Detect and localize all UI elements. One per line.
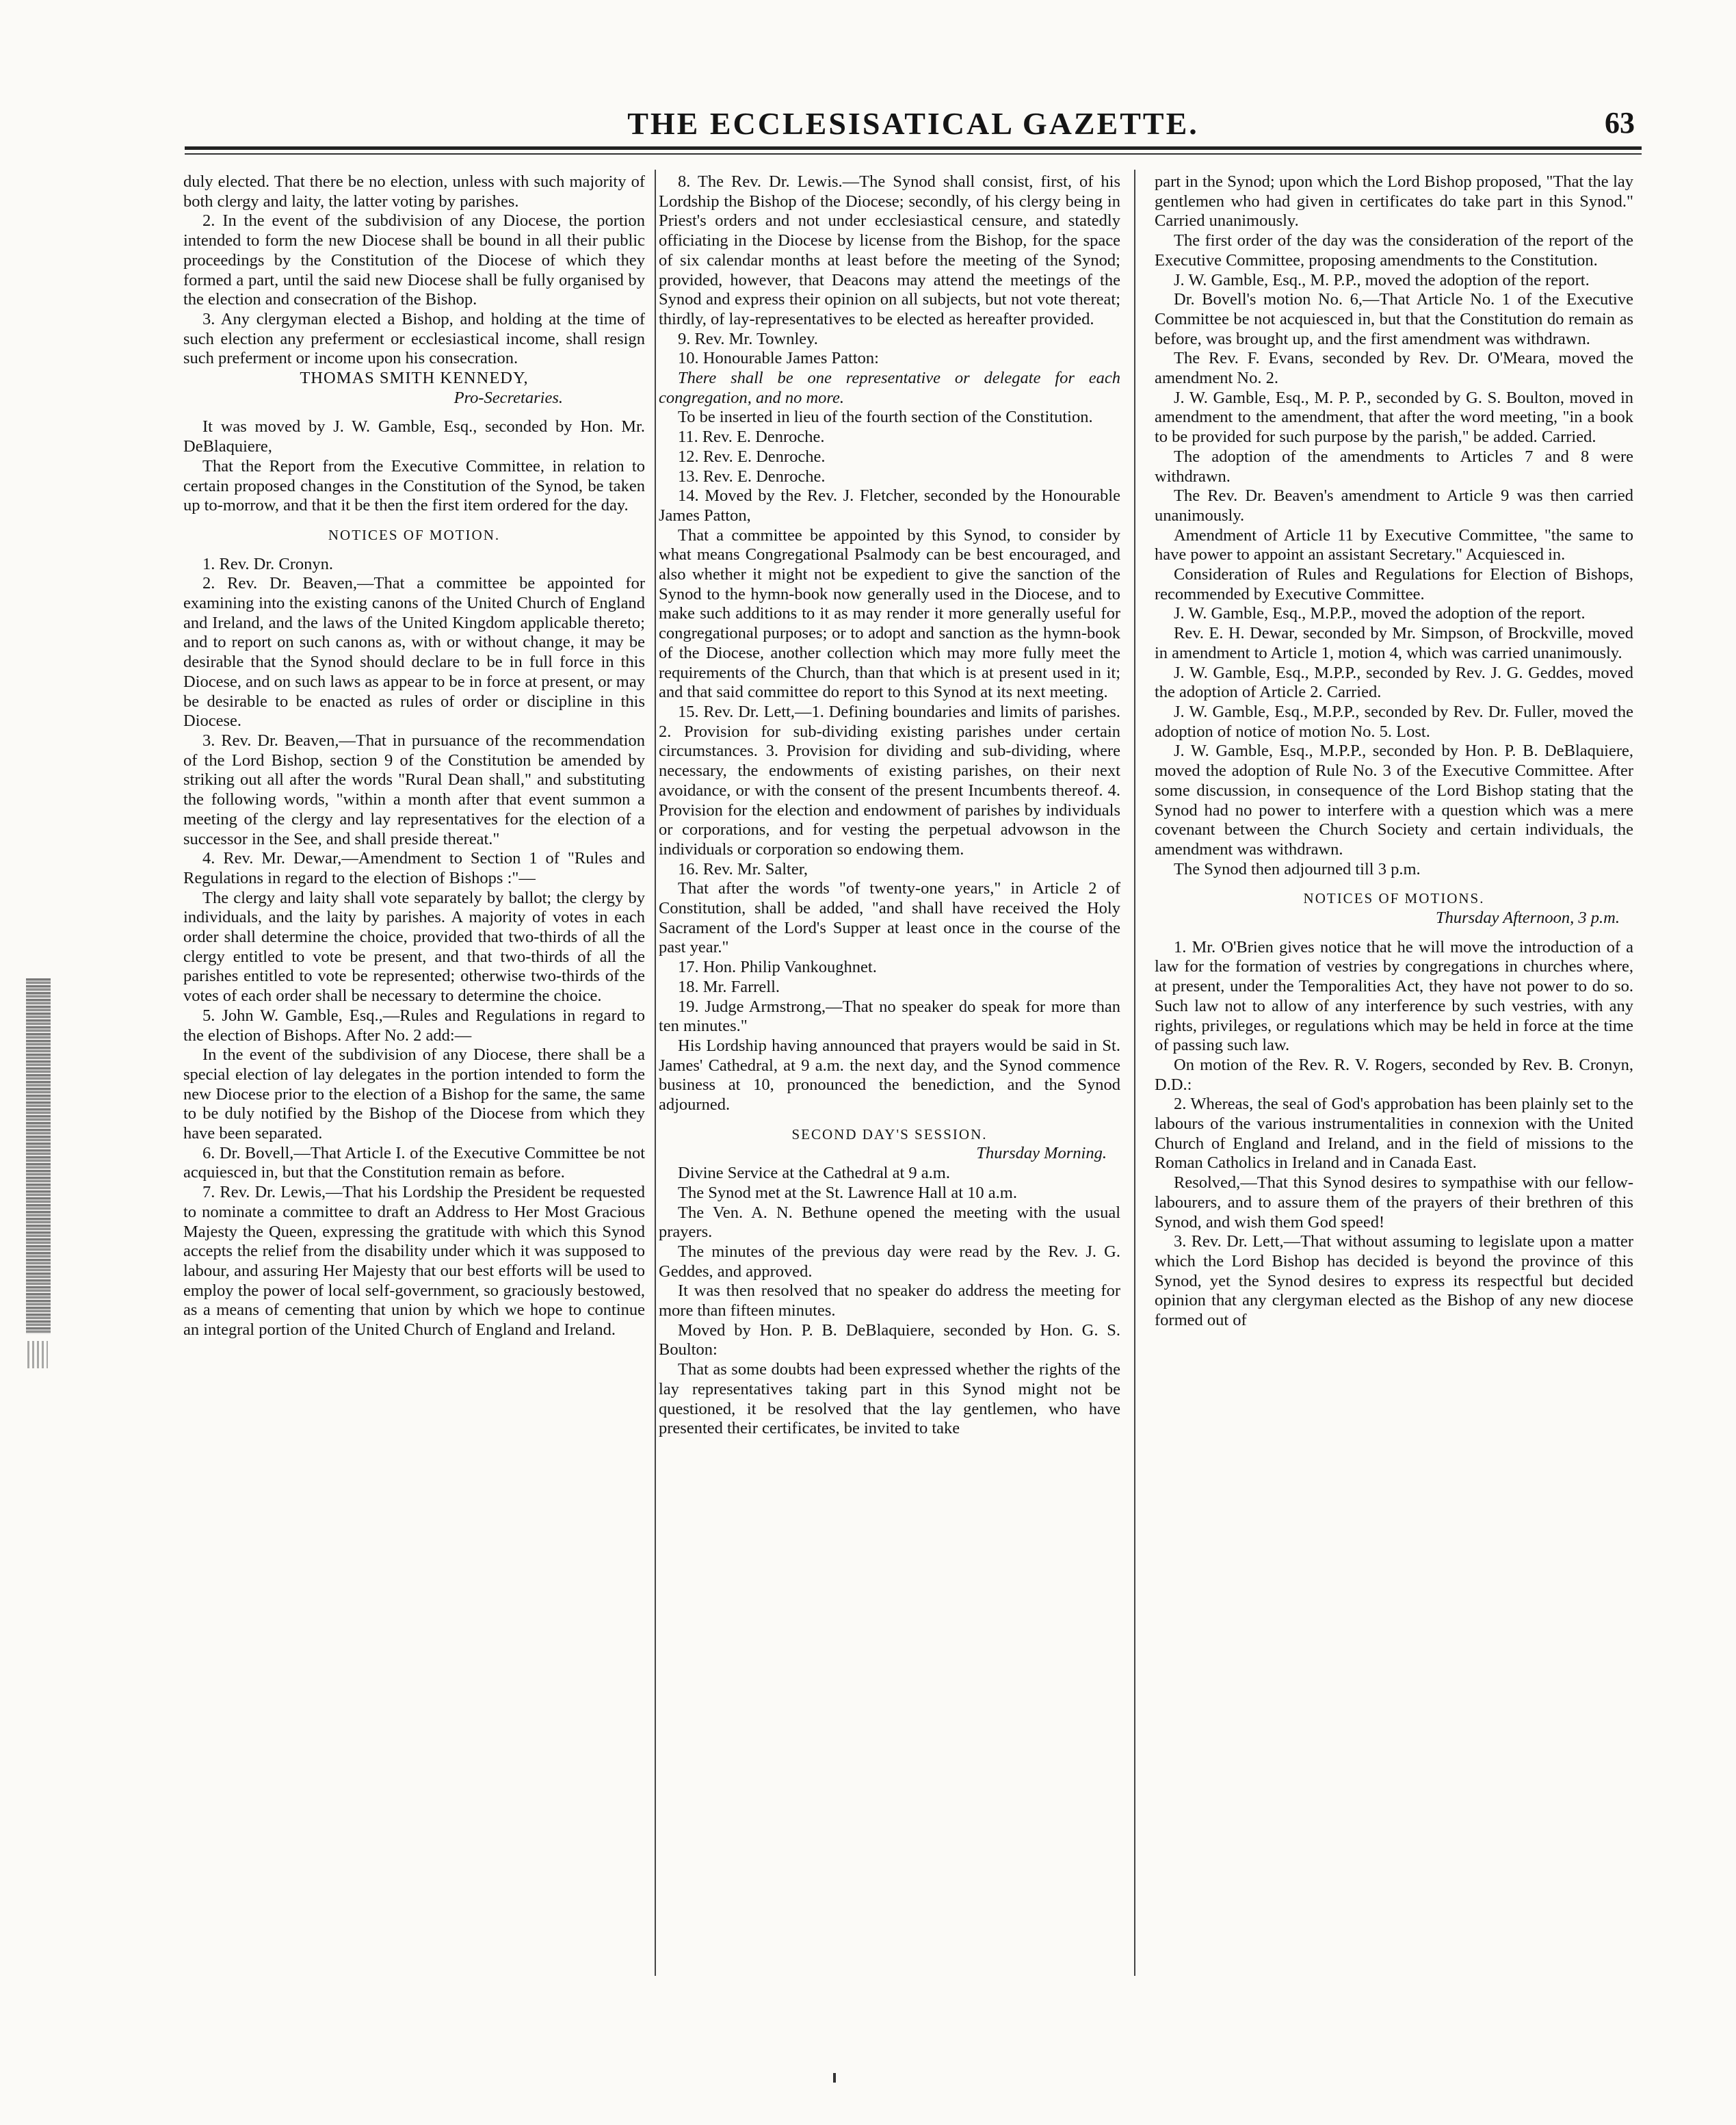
section-heading: NOTICES OF MOTION. <box>328 526 501 543</box>
paragraph: That the Report from the Executive Committee, in relation to certain proposed changes in the Constitution of the Synod, be taken up to-morrow, and that it be then the first item ordered for the day. <box>183 456 645 515</box>
paragraph: J. W. Gamble, Esq., M. P. P., seconded by G. S. Boulton, moved in amendment to the amendment, that after the word meeting, "in a book to be provided for such purpose by the parish," be added. Carried. <box>1155 388 1633 447</box>
paragraph: Dr. Bovell's motion No. 6,—That Article No. 1 of the Executive Committee be not acquiesced in, but that the Constitution do remain as before, was brought up, and the first amendment was withdrawn. <box>1155 290 1633 348</box>
paragraph: 15. Rev. Dr. Lett,—1. Defining boundaries and limits of parishes. 2. Provision for sub-dividing existing parishes under certain circumstances. 3. Provision for dividing and sub-dividing, where necessary, the endowments of existing parishes, on their next avoidance, or with the consent of the present Incumbents thereof. 4. Provision for the election and endowment of parishes by individuals or corporations, and for vesting the perpetual advowson in the individuals or corporation so endowing them. <box>659 702 1120 859</box>
header-rule <box>185 146 1642 150</box>
column-2 <box>659 172 1120 1979</box>
paragraph: That as some doubts had been expressed whether the rights of the lay representatives taking part in this Synod might not be questioned, it be resolved that the lay gentlemen, who have presented their certificates, be invited to take <box>659 1360 1120 1438</box>
section-heading: NOTICES OF MOTIONS. <box>1303 890 1485 907</box>
paragraph: 1. Rev. Dr. Cronyn. <box>202 554 333 573</box>
column-1 <box>183 172 645 1979</box>
column-3 <box>1155 172 1633 1979</box>
paragraph: Moved by Hon. P. B. DeBlaquiere, seconded by Hon. G. S. Boulton: <box>659 1320 1120 1359</box>
paragraph: It was then resolved that no speaker do address the meeting for more than fifteen minutes. <box>659 1281 1120 1320</box>
paragraph: 3. Any clergyman elected a Bishop, and holding at the time of such election any preferment or ecclesiastical income, shall resign such preferment or income upon his consecration. <box>183 309 645 368</box>
paragraph: J. W. Gamble, Esq., M.P.P., seconded by Rev. J. G. Geddes, moved the adoption of Article 2. Carried. <box>1155 663 1633 702</box>
page-number: 63 <box>1605 106 1635 140</box>
paragraph: J. W. Gamble, Esq., M.P.P., seconded by Hon. P. B. DeBlaquiere, moved the adoption of Rule No. 3 of the Executive Committee. After some discussion, in consequence of the Lord Bishop stating that the Synod had no power to interfere with a question which was a mere covenant between the Church Society and certain individuals, the amendment was withdrawn. <box>1155 742 1633 859</box>
paragraph: 18. Mr. Farrell. <box>678 977 780 996</box>
scan-edge-mark-small <box>27 1341 48 1368</box>
paragraph: The adoption of the amendments to Articles 7 and 8 were withdrawn. <box>1155 447 1633 486</box>
paragraph: Divine Service at the Cathedral at 9 a.m. <box>678 1164 950 1183</box>
paragraph: 9. Rev. Mr. Townley. <box>678 329 818 348</box>
paragraph: The Rev. Dr. Beaven's amendment to Article 9 was then carried unanimously. <box>1155 486 1633 525</box>
paragraph: 7. Rev. Dr. Lewis,—That his Lordship the President be requested to nominate a committee to draft an Address to Her Most Gracious Majesty the Queen, expressing the gratitude with which this Synod accepts the relief from the disability under which it was supposed to labour, and assuring Her Majesty that our best efforts will be used to employ the power of local self-government, so graciously bestowed, as a means of cementing that union by which we hope to continue an integral portion of the United Church of England and Ireland. <box>183 1183 645 1340</box>
paragraph: That a committee be appointed by this Synod, to consider by what means Congregational Psalmody can be best encouraged, and also whether it might not be expedient to give the sanction of the Synod to the hymn-book now generally used in the Diocese, and to make such additions to it as may render it more generally useful for congregational purposes; or to adopt and sanction as the hymn-book of the Diocese, another collection which may more fully meet the requirements of the Church, than that which is at present used in it; and that said committee do report to this Synod at its next meeting. <box>659 525 1120 702</box>
paragraph: On motion of the Rev. R. V. Rogers, seconded by Rev. B. Cronyn, D.D.: <box>1155 1055 1633 1094</box>
paragraph: 8. The Rev. Dr. Lewis.—The Synod shall consist, first, of his Lordship the Bishop of the Diocese; secondly, of his clergy being in Priest's orders and not under ecclesiastical censure, and statedly officiating in the Diocese by license from the Bishop, for the space of six calendar months at least before the meeting of the Synod; provided, however, that Deacons may attend the meetings of the Synod and express their opinion on all subjects, but not vote thereat; thirdly, of lay-representatives to be elected as hereafter provided. <box>659 172 1120 328</box>
paragraph: 16. Rev. Mr. Salter, <box>678 859 808 878</box>
paragraph: J. W. Gamble, Esq., M. P.P., moved the adoption of the report. <box>1174 270 1590 289</box>
session-subheading: Thursday Morning. <box>976 1144 1107 1163</box>
paragraph: 3. Rev. Dr. Lett,—That without assuming to legislate upon a matter which the Lord Bishop has decided is beyond the province of this Synod, yet the Synod desires to express its respectful but decided opinion that any clergyman elected as the Bishop of any new diocese formed out of <box>1155 1232 1633 1330</box>
column-divider <box>1134 170 1135 1976</box>
paragraph: His Lordship having announced that prayers would be said in St. James' Cathedral, at 9 a.m. the next day, and the Synod commence business at 10, pronounced the benediction, and the Synod adjourned. <box>659 1036 1120 1114</box>
paragraph: The Rev. F. Evans, seconded by Rev. Dr. O'Meara, moved the amendment No. 2. <box>1155 349 1633 388</box>
paragraph: It was moved by J. W. Gamble, Esq., seconded by Hon. Mr. DeBlaquiere, <box>183 417 645 456</box>
paragraph: That after the words "of twenty-one years," in Article 2 of Constitution, shall be added, "and shall have received the Holy Sacrament of the Lord's Supper at least once in the course of the past year." <box>659 879 1120 957</box>
paragraph: 19. Judge Armstrong,—That no speaker do speak for more than ten minutes." <box>659 997 1120 1036</box>
column-divider <box>655 170 656 1976</box>
paragraph: 4. Rev. Mr. Dewar,—Amendment to Section 1 of "Rules and Regulations in regard to the election of Bishops :"— <box>183 849 645 887</box>
signature-title: Pro-Secretaries. <box>453 388 563 407</box>
paragraph: The first order of the day was the consideration of the report of the Executive Committee, proposing amendments to the Constitution. <box>1155 231 1633 270</box>
paragraph: part in the Synod; upon which the Lord Bishop proposed, "That the lay gentlemen who had given in certificates do take part in this Synod." Carried unanimously. <box>1155 172 1633 231</box>
section-heading: SECOND DAY'S SESSION. <box>791 1125 988 1143</box>
paragraph: 6. Dr. Bovell,—That Article I. of the Executive Committee be not acquiesced in, but that the Constitution remain as before. <box>183 1143 645 1182</box>
paragraph: J. W. Gamble, Esq., M.P.P., seconded by Rev. Dr. Fuller, moved the adoption of notice of motion No. 5. Lost. <box>1155 702 1633 741</box>
paragraph: 13. Rev. E. Denroche. <box>678 467 826 486</box>
paragraph: 2. In the event of the subdivision of any Diocese, the portion intended to form the new Diocese shall be bound in all their public proceedings by the Constitution of the Diocese of which they formed a part, until the said new Diocese shall be fully organised by the election and consecration of the Bishop. <box>183 211 645 309</box>
session-subheading: Thursday Afternoon, 3 p.m. <box>1435 909 1620 928</box>
paragraph: 17. Hon. Philip Vankoughnet. <box>678 958 877 977</box>
paragraph: 11. Rev. E. Denroche. <box>678 428 825 447</box>
paragraph: The minutes of the previous day were read by the Rev. J. G. Geddes, and approved. <box>659 1242 1120 1281</box>
paragraph: duly elected. That there be no election, unless with such majority of both clergy and laity, the latter voting by parishes. <box>183 172 645 211</box>
signature-name: THOMAS SMITH KENNEDY, <box>300 369 529 388</box>
paragraph: 2. Whereas, the seal of God's approbation has been plainly set to the labours of the various instrumentalities in connexion with the United Church of England and Ireland, and in the field of missions to the Roman Catholics in Ireland and in Canada East. <box>1155 1095 1633 1173</box>
paragraph: In the event of the subdivision of any Diocese, there shall be a special election of lay delegates in the portion intended to form the new Diocese prior to the election of a Bishop for the same, the same to be duly notified by the Bishop of the Diocese from which they have been separated. <box>183 1045 645 1143</box>
paragraph: The clergy and laity shall vote separately by ballot; the clergy by individuals, and the laity by parishes. A majority of votes in each order shall determine the choice, provided that two-thirds of all the clergy entitled to vote be present, and that two-thirds of all the parishes entitled to vote be represented; otherwise two-thirds of the votes of each order shall be necessary to determine the choice. <box>183 888 645 1006</box>
paragraph: The Ven. A. N. Bethune opened the meeting with the usual prayers. <box>659 1203 1120 1242</box>
paragraph: Consideration of Rules and Regulations for Election of Bishops, recommended by Executive Committee. <box>1155 565 1633 603</box>
paragraph: Amendment of Article 11 by Executive Committee, "the same to have power to appoint an assistant Secretary." Acquiesced in. <box>1155 525 1633 564</box>
paragraph: 5. John W. Gamble, Esq.,—Rules and Regulations in regard to the election of Bishops. After No. 2 add:— <box>183 1006 645 1045</box>
paragraph: 3. Rev. Dr. Beaven,—That in pursuance of the recommendation of the Lord Bishop, section 9 of the Constitution be amended by striking out all after the words "Rural Dean shall," and substituting the following words, "within a month after that event summon a meeting of the clergy and lay representatives for the election of a successor in the See, and shall preside thereat." <box>183 731 645 848</box>
paragraph: 2. Rev. Dr. Beaven,—That a committee be appointed for examining into the existing canons of the United Church of England and Ireland, and the laws of the United Kingdom applicable thereto; and to report on such canons as, with or without change, it may be desirable that the Synod should declare to be in full force in this Diocese, and on such laws as appear to be in force at present, or may be desirable to be enacted as rules of order or discipline in this Diocese. <box>183 574 645 731</box>
paragraph: 10. Honourable James Patton: <box>678 349 879 368</box>
paragraph: Resolved,—That this Synod desires to sympathise with our fellow-labourers, and to assure them of the prayers of their brethren of this Synod, and wish them God speed! <box>1155 1173 1633 1231</box>
scan-edge-mark <box>26 978 51 1334</box>
paragraph: To be inserted in lieu of the fourth section of the Constitution. <box>678 408 1093 427</box>
paragraph: 14. Moved by the Rev. J. Fletcher, seconded by the Honourable James Patton, <box>659 486 1120 525</box>
paragraph: J. W. Gamble, Esq., M.P.P., moved the adoption of the report. <box>1174 604 1586 623</box>
paragraph: Rev. E. H. Dewar, seconded by Mr. Simpson, of Brockville, moved in amendment to Article 1, motion 4, which was carried unanimously. <box>1155 624 1633 662</box>
header-rule-thin <box>185 153 1642 155</box>
paragraph: There shall be one representative or delegate for each congregation, and no more. <box>659 369 1120 407</box>
newspaper-title: THE ECCLESISATICAL GAZETTE. <box>627 106 1199 141</box>
paragraph: The Synod met at the St. Lawrence Hall at 10 a.m. <box>678 1183 1017 1202</box>
paragraph: 1. Mr. O'Brien gives notice that he will move the introduction of a law for the formation of vestries by congregations in churches where, at present, under the Temporalities Act, they have not power to do so. Such law not to allow of any interference by such vestries, with any rights, privileges, or regulations which may be held in force at the time of passing such law. <box>1155 937 1633 1055</box>
paragraph: 12. Rev. E. Denroche. <box>678 447 826 466</box>
printer-mark <box>833 2073 836 2083</box>
page-header <box>185 103 1642 144</box>
paragraph: The Synod then adjourned till 3 p.m. <box>1174 859 1421 878</box>
